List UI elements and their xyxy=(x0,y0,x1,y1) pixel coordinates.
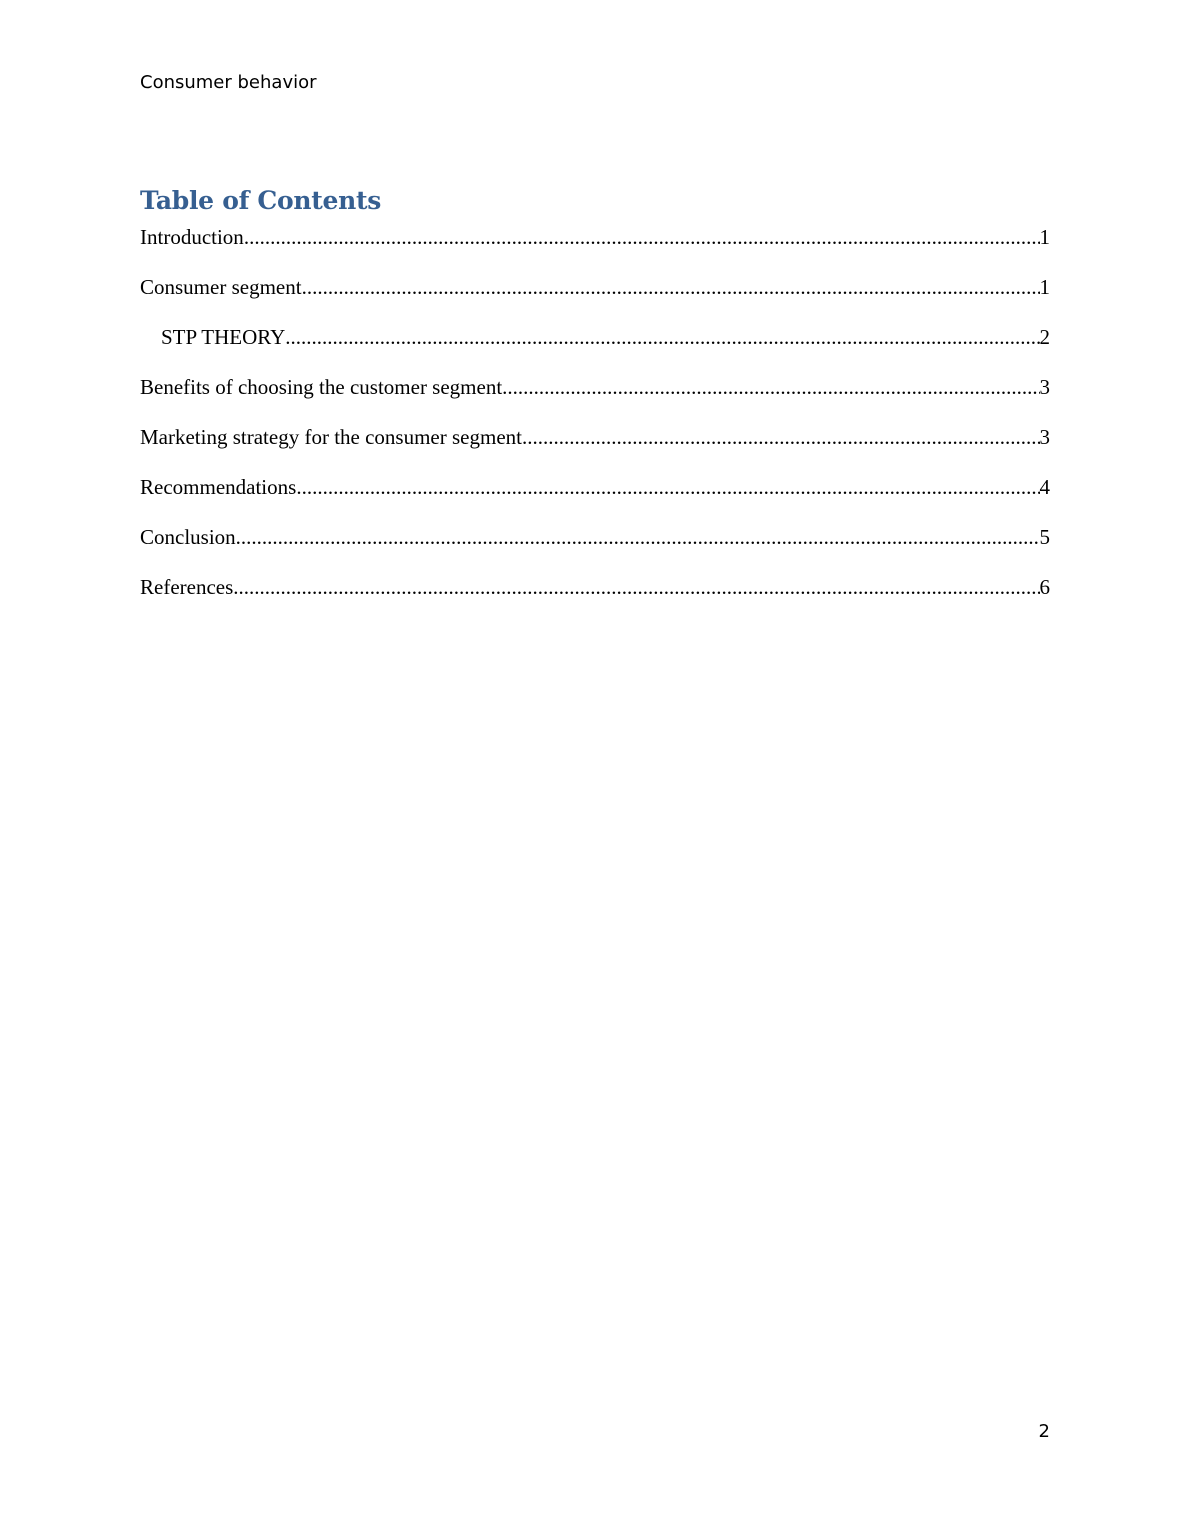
toc-leader-dots xyxy=(296,473,1039,501)
toc-entry-label: Recommendations xyxy=(140,475,297,499)
toc-entry-label: Conclusion xyxy=(140,525,236,549)
toc-leader-dots xyxy=(302,273,1040,301)
toc-entry-page: 6 xyxy=(1039,575,1050,599)
toc-entry-page: 5 xyxy=(1039,525,1050,549)
toc-entry-benefits[interactable] xyxy=(140,373,1050,423)
toc-leader-dots xyxy=(236,523,1040,551)
toc-leader-dots xyxy=(285,323,1039,351)
toc-entry-label: References xyxy=(140,575,234,599)
toc-entry-stp-theory[interactable] xyxy=(140,323,1050,373)
toc-entry-page: 3 xyxy=(1039,375,1050,399)
toc-entry-conclusion[interactable] xyxy=(140,523,1050,573)
toc-entry-page: 1 xyxy=(1039,275,1050,299)
toc-entry-introduction[interactable] xyxy=(140,223,1050,273)
toc-entry-page: 1 xyxy=(1039,225,1050,249)
toc-leader-dots xyxy=(502,373,1039,401)
toc-entry-page: 4 xyxy=(1039,475,1050,499)
toc-entry-page: 2 xyxy=(1039,325,1050,349)
toc-entry-page: 3 xyxy=(1039,425,1050,449)
toc-entry-label: Marketing strategy for the consumer segment xyxy=(140,425,522,449)
toc-entry-references[interactable] xyxy=(140,573,1050,623)
toc-entry-label: Introduction xyxy=(140,225,244,249)
toc-entry-recommendations[interactable] xyxy=(140,473,1050,523)
toc-heading: Table of Contents xyxy=(140,186,382,215)
toc-leader-dots xyxy=(244,223,1040,251)
toc-entry-label: STP THEORY xyxy=(161,325,286,349)
table-of-contents xyxy=(140,223,1050,623)
page-header: Consumer behavior xyxy=(140,72,317,93)
toc-leader-dots xyxy=(233,573,1039,601)
toc-entry-consumer-segment[interactable] xyxy=(140,273,1050,323)
page-number: 2 xyxy=(1038,1421,1050,1442)
toc-entry-label: Benefits of choosing the customer segment xyxy=(140,375,503,399)
toc-entry-label: Consumer segment xyxy=(140,275,302,299)
toc-entry-marketing-strategy[interactable] xyxy=(140,423,1050,473)
toc-leader-dots xyxy=(522,423,1040,451)
